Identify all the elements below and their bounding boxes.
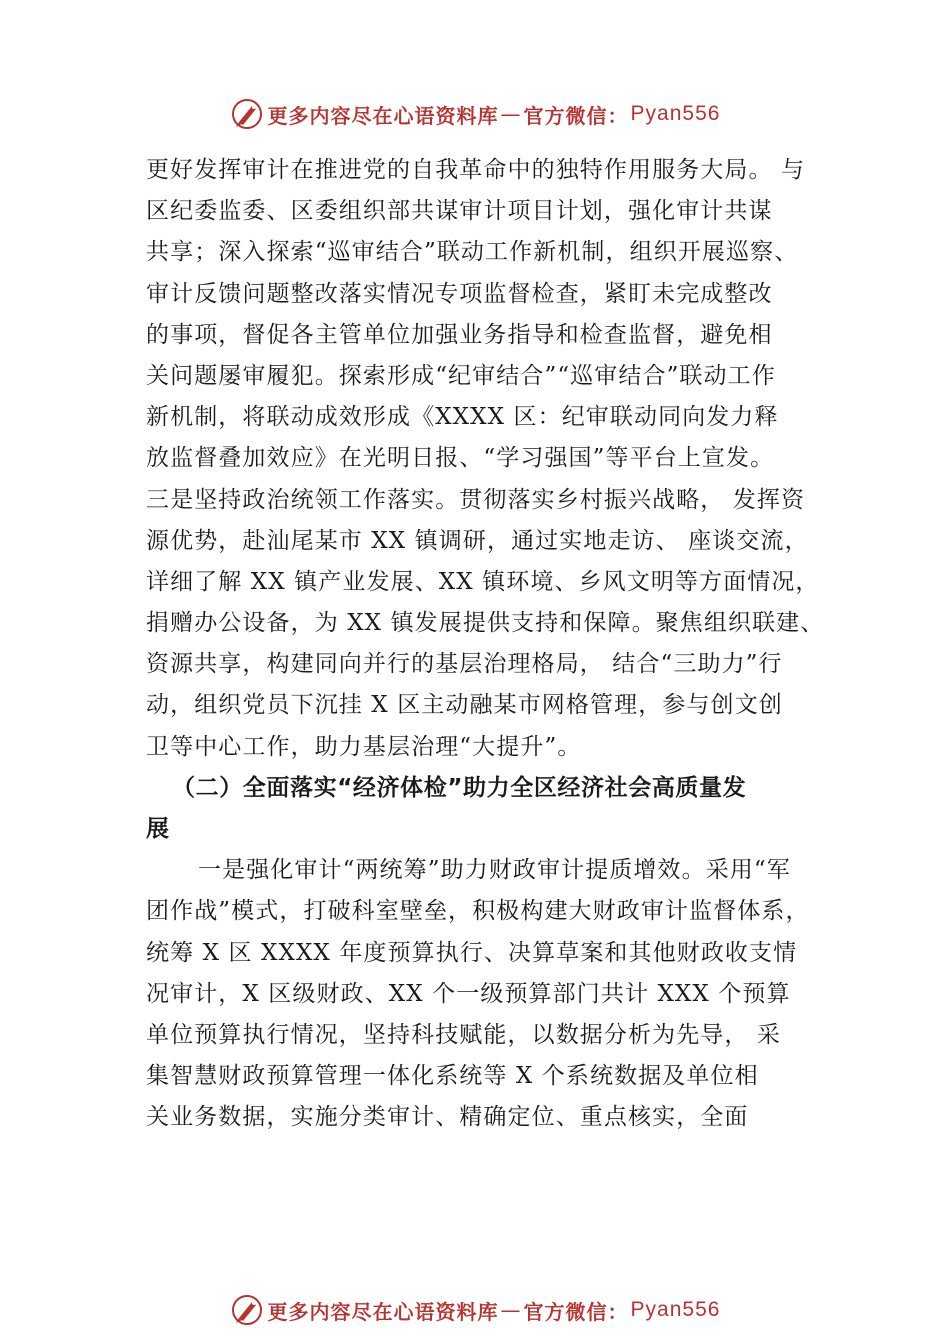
body-line: 共享；深入探索“巡审结合”联动工作新机制，组织开展巡察、 bbox=[146, 239, 799, 266]
body-line: 的事项，督促各主管单位加强业务指导和检查监督，避免相 bbox=[146, 321, 773, 348]
banner-label: 官方微信： bbox=[523, 1299, 629, 1324]
body-line: 审计反馈问题整改落实情况专项监督检查，紧盯未完成整改 bbox=[146, 280, 773, 307]
body-line: 更好发挥审计在推进党的自我革命中的独特作用服务大局。 与 bbox=[146, 157, 806, 183]
section-heading: （二）全面落实“经济体检”助力全区经济社会高质量发 bbox=[172, 774, 747, 801]
footer-watermark-banner bbox=[0, 1290, 950, 1330]
body-line: 动，组织党员下沉挂 X 区主动融某市网格管理，参与创文创 bbox=[146, 692, 783, 719]
banner-main-text: 更多内容尽在心语资料库 bbox=[267, 103, 499, 128]
banner-dash: — bbox=[500, 102, 522, 126]
body-line: 区纪委监委、区委组织部共谋审计项目计划，强化审计共谋 bbox=[146, 198, 773, 225]
banner-main-text: 更多内容尽在心语资料库 bbox=[267, 1299, 499, 1324]
body-line: 一是强化审计“两统筹”助力财政审计提质增效。采用“军 bbox=[198, 857, 791, 884]
pen-nib-logo-icon bbox=[230, 1293, 264, 1327]
body-line: 三是坚持政治统领工作落实。贯彻落实乡村振兴战略， 发挥资 bbox=[146, 486, 806, 513]
body-line: 关业务数据，实施分类审计、精确定位、重点核实，全面 bbox=[146, 1104, 749, 1131]
body-line: 放监督叠加效应》在光明日报、“学习强国”等平台上宣发。 bbox=[146, 445, 775, 472]
banner-wechat-id: Pyan556 bbox=[630, 1298, 721, 1321]
body-line: 统筹 X 区 XXXX 年度预算执行、决算草案和其他财政收支情 bbox=[146, 939, 798, 966]
body-line: 详细了解 XX 镇产业发展、XX 镇环境、乡风文明等方面情况， bbox=[146, 568, 820, 595]
body-line: 况审计，X 区级财政、XX 个一级预算部门共计 XXX 个预算 bbox=[146, 980, 791, 1007]
pen-nib-logo-icon bbox=[230, 97, 264, 131]
body-line: 新机制，将联动成效形成《XXXX 区：纪审联动同向发力释 bbox=[146, 404, 779, 431]
body-line: 卫等中心工作，助力基层治理“大提升”。 bbox=[146, 733, 582, 760]
section-heading-continued: 展 bbox=[146, 816, 171, 842]
banner-wechat-id: Pyan556 bbox=[630, 102, 721, 125]
body-line: 团作战”模式，打破科室壁垒，积极构建大财政审计监督体系， bbox=[146, 898, 810, 925]
body-line: 关问题屡审履犯。探索形成“纪审结合”“巡审结合”联动工作 bbox=[146, 362, 776, 389]
body-line: 源优势，赴汕尾某市 XX 镇调研，通过实地走访、 座谈交流， bbox=[146, 527, 809, 554]
banner-dash: — bbox=[500, 1298, 522, 1322]
body-line: 集智慧财政预算管理一体化系统等 X 个系统数据及单位相 bbox=[146, 1063, 759, 1090]
body-line: 捐赠办公设备，为 XX 镇发展提供支持和保障。聚焦组织联建、 bbox=[146, 610, 825, 637]
document-body bbox=[146, 150, 825, 1139]
body-line: 单位预算执行情况，坚持科技赋能，以数据分析为先导， 采 bbox=[146, 1021, 782, 1048]
header-watermark-banner bbox=[0, 94, 950, 134]
banner-label: 官方微信： bbox=[523, 103, 629, 128]
body-line: 资源共享，构建同向并行的基层治理格局， 结合“三助力”行 bbox=[146, 651, 783, 678]
